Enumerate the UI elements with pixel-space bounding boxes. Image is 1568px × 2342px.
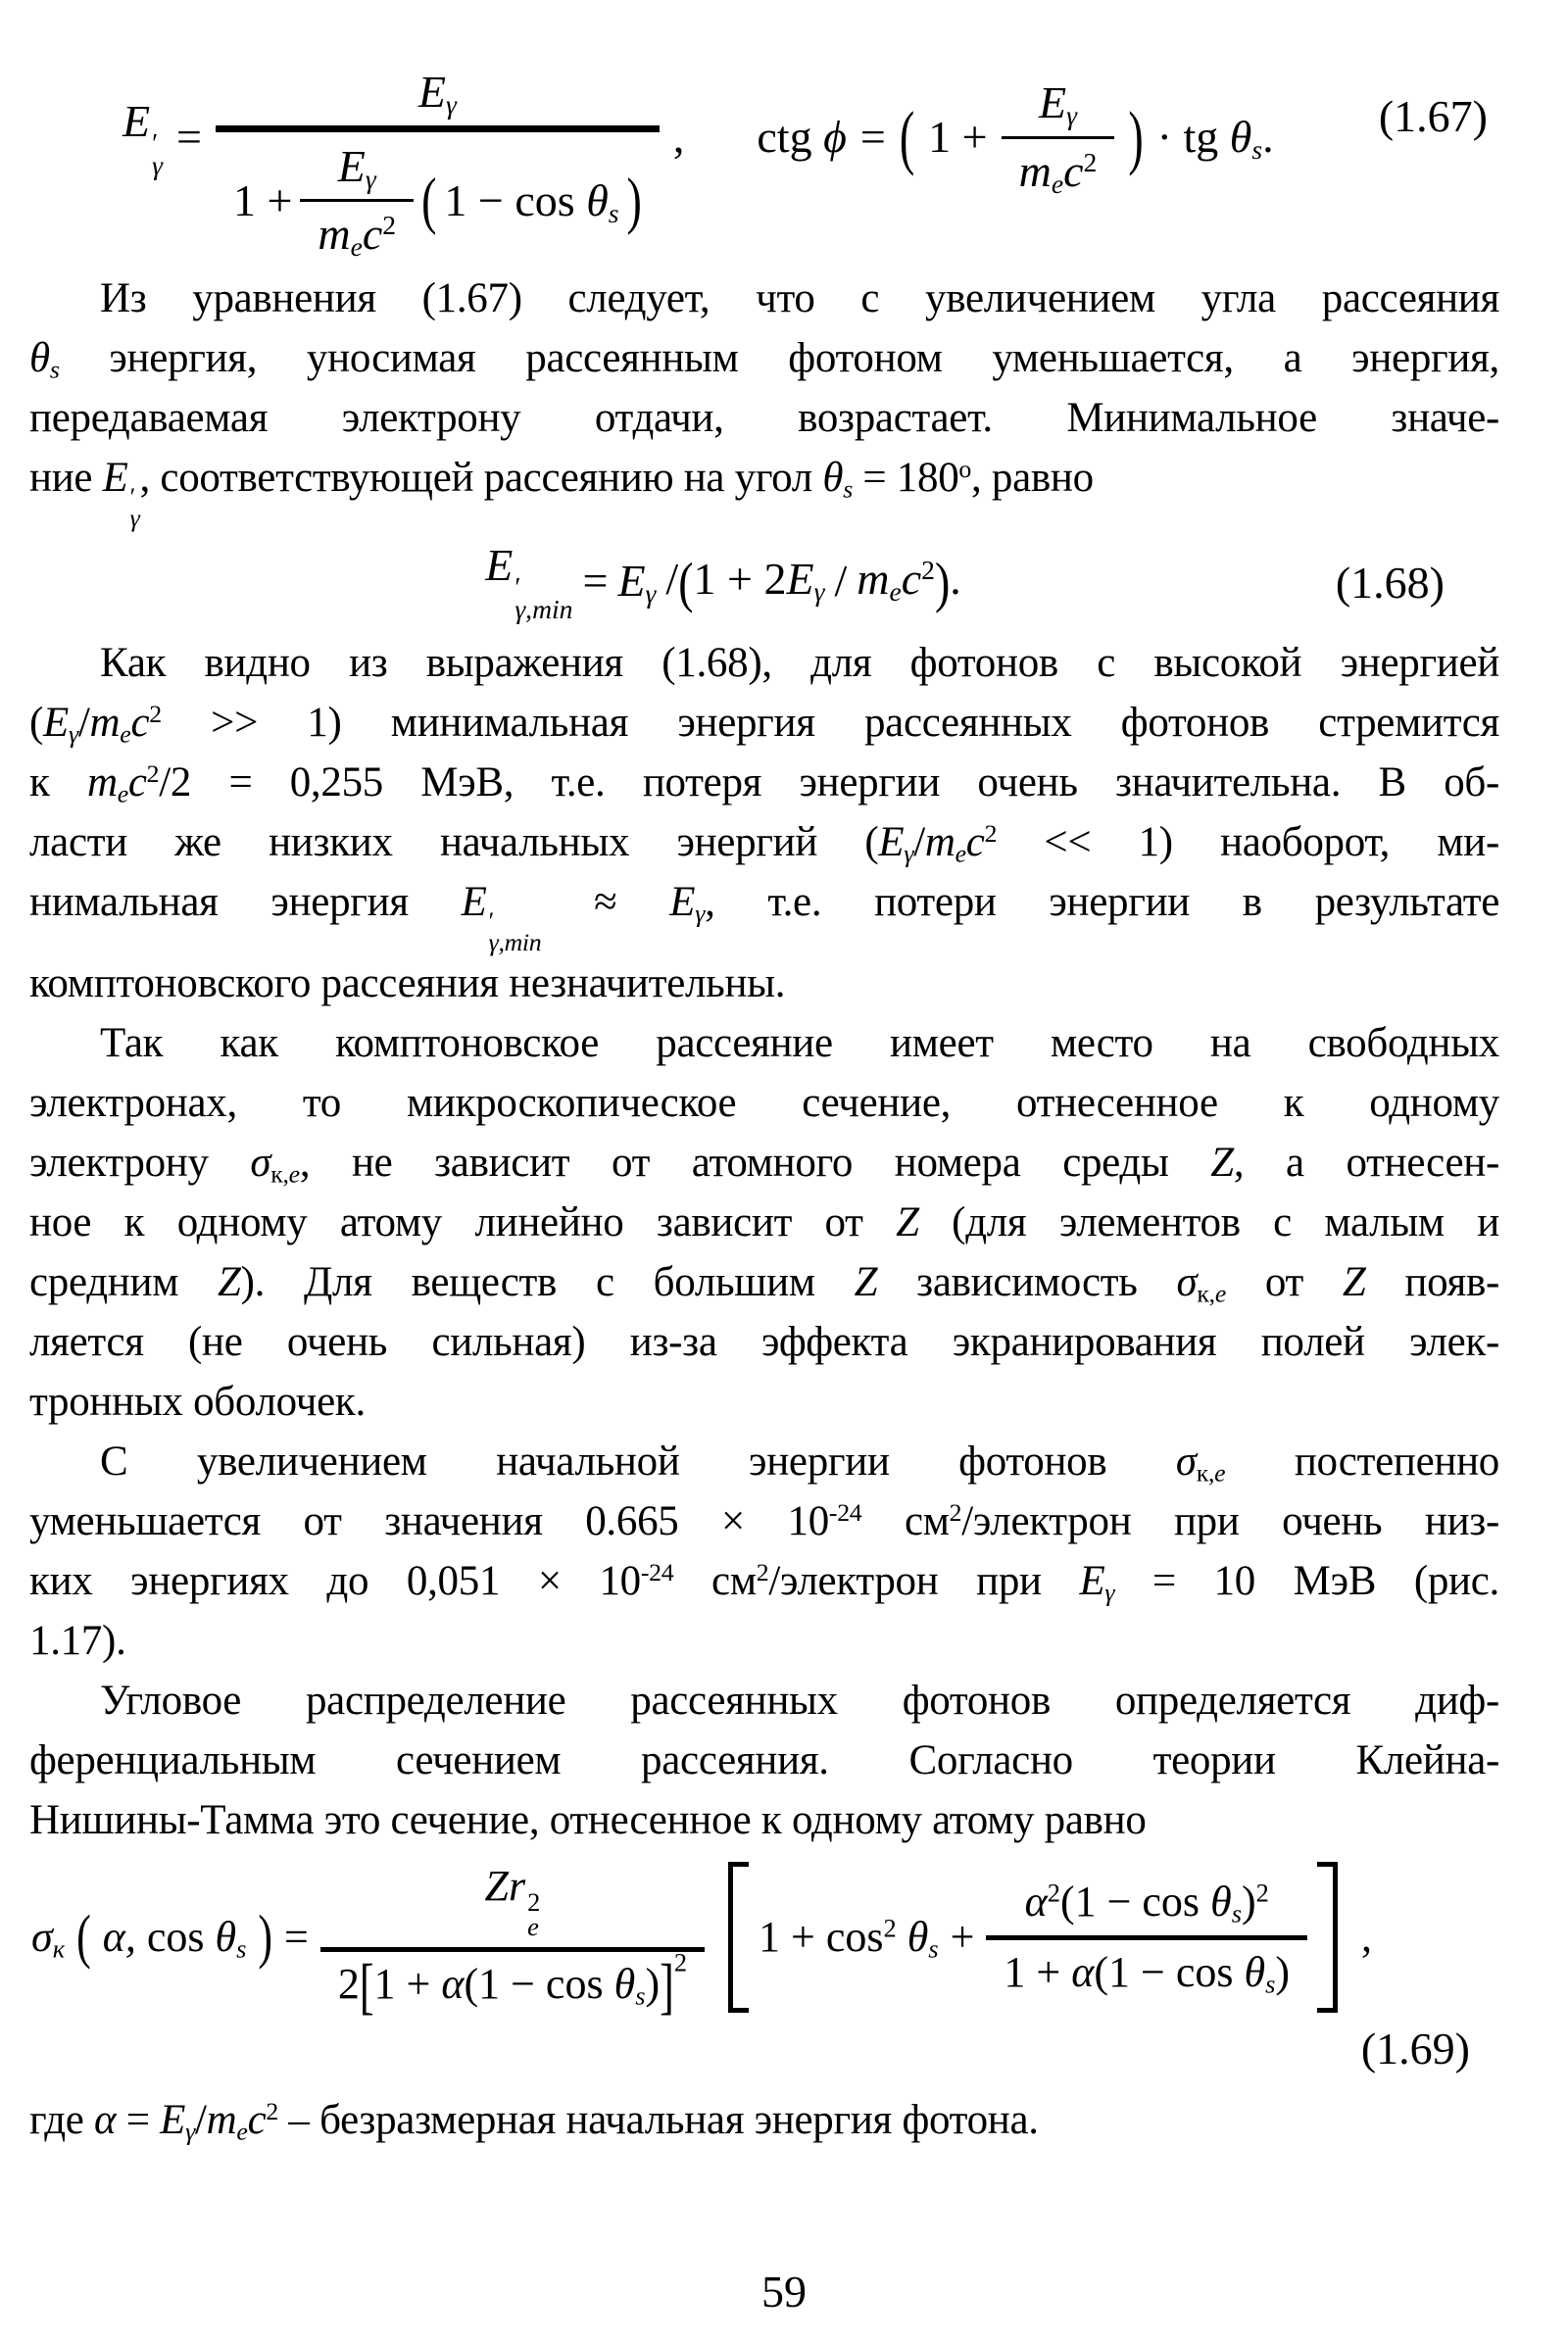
text-run: E	[669, 879, 696, 926]
text-run: ласти же низких начальных энергий (	[29, 819, 879, 866]
equals-sign: =	[859, 111, 886, 162]
text-run: ние	[29, 455, 103, 501]
text-run: E	[1079, 1558, 1105, 1605]
paragraph-4	[29, 1432, 1499, 1671]
theta-symbol: θ	[586, 174, 609, 225]
text-run: E	[160, 2096, 186, 2143]
text-run: α	[94, 2096, 117, 2143]
subscript: к	[52, 1933, 66, 1964]
text-run: = 10 МэВ (рис.	[1114, 1558, 1499, 1605]
text-line	[29, 1671, 1499, 1731]
text-run: θ	[822, 455, 844, 501]
text-run: (для элементов с малым и	[918, 1199, 1499, 1246]
math-text: mec$^2$).	[857, 551, 961, 613]
math-symbol: E	[485, 540, 514, 591]
text-run: c	[130, 700, 150, 747]
text-line	[29, 633, 1499, 693]
text-run: /2 = 0,255 МэВ, т.е. потеря энергии очень значительна. В об-	[159, 759, 1500, 806]
text-run: /	[77, 700, 90, 747]
text-run: Угловое распределение рассеянных фотонов определяется диф-	[100, 1678, 1499, 1725]
subscript: s	[236, 1933, 247, 1964]
subscript: γ	[365, 163, 376, 194]
alpha-symbol: α,	[102, 1912, 136, 1961]
text-run: /	[195, 2096, 207, 2143]
text-line	[29, 1073, 1499, 1133]
math-text: 1 +	[232, 174, 293, 225]
math-symbol: E	[786, 553, 814, 604]
alpha-symbol: α	[1024, 1877, 1048, 1926]
subscript: γ	[446, 89, 457, 120]
big-left-bracket	[728, 1862, 749, 2013]
text-line	[29, 328, 1499, 388]
nested-fraction	[300, 140, 414, 262]
left-paren: (	[899, 95, 915, 176]
equation-1-67-body	[116, 14, 1568, 261]
text-run: электрону	[29, 1140, 251, 1187]
denominator: 1 + α(1 − cos θs)	[1004, 1947, 1291, 1999]
text-run: 2	[984, 818, 998, 848]
plus-sign: +	[950, 1912, 975, 1961]
text-run: e	[288, 1159, 300, 1189]
text-run: c	[965, 819, 985, 866]
text-run: c	[247, 2096, 267, 2143]
text-run: о	[958, 454, 972, 483]
text-run: e	[117, 779, 128, 808]
text-run: /электрон при очень низ-	[961, 1498, 1499, 1545]
text-line	[29, 268, 1499, 328]
equation-number: (1.67)	[1378, 91, 1488, 141]
subscript: s	[635, 1980, 646, 2011]
text-run: e	[1214, 1458, 1226, 1488]
subscript: γ	[645, 577, 657, 609]
theta-symbol: θ	[1229, 111, 1252, 162]
text-run: /	[913, 819, 925, 866]
paragraph-2	[29, 633, 1499, 1013]
math-text: 1 +	[928, 111, 988, 162]
text-run: ное к одному атому линейно зависит от	[29, 1199, 897, 1246]
theta-symbol: θ	[896, 1912, 929, 1961]
right-paren: )	[258, 1902, 273, 1971]
supsub-stack	[527, 1886, 541, 1941]
alpha-symbol: α	[1071, 1947, 1095, 1996]
text-run: ′ γ	[129, 482, 140, 533]
denominator: $2[1 + \alpha(1 - \cos \theta s)]^2$	[320, 1952, 705, 2015]
superscript: 2	[883, 1913, 897, 1943]
subscript: e	[350, 231, 363, 263]
text-run: ′ γ,min	[488, 906, 542, 957]
text-line	[29, 753, 1499, 812]
math-symbol: c	[1063, 145, 1084, 196]
text-run: зависимость	[877, 1259, 1177, 1306]
text-run: к	[29, 759, 87, 806]
text-run: s	[49, 355, 60, 384]
text-run: γ	[185, 2117, 195, 2146]
text-run: комптоновского рассеяния незначительны.	[29, 960, 786, 1007]
text-run: -24	[640, 1557, 674, 1586]
text-line	[29, 1790, 1499, 1850]
text-run: m	[89, 700, 121, 747]
text-line	[29, 1193, 1499, 1252]
numerator	[320, 1860, 705, 1952]
text-line	[29, 2090, 1499, 2150]
prime-mark: ′	[152, 126, 159, 158]
text-run: Как видно из выражения (1.68), для фотонов с высокой энергией	[100, 640, 1499, 687]
big-right-bracket	[1317, 1862, 1338, 2013]
right-paren: )	[626, 164, 642, 235]
bracket-content	[753, 1876, 1313, 1999]
text-run: /электрон при	[768, 1558, 1080, 1605]
math-text: 1 − cos θs	[444, 174, 619, 228]
right-bracket: ]	[660, 1951, 674, 2023]
text-run: ). Для веществ с большим	[240, 1259, 855, 1306]
subscript: e	[1051, 168, 1064, 199]
text-line	[29, 1491, 1499, 1551]
text-run: к,	[270, 1159, 289, 1189]
comma: ,	[1361, 1912, 1373, 1961]
text-run: =	[116, 2096, 161, 2143]
left-paren: (	[76, 1902, 91, 1971]
theta-symbol: θ	[613, 1959, 636, 2008]
subscript: s	[1231, 1898, 1242, 1928]
text-run: e	[236, 2117, 248, 2146]
subscript: γ	[813, 575, 825, 607]
superscript: 2	[1255, 1878, 1269, 1908]
text-run: Z	[896, 1199, 919, 1246]
paragraph-1	[29, 268, 1499, 533]
text-run: << 1) наоборот, ми-	[997, 819, 1499, 866]
text-run: тронных оболочек.	[29, 1379, 366, 1426]
alpha-symbol: α	[441, 1959, 465, 2008]
subscript: s	[1251, 133, 1263, 165]
text-run: 2	[266, 2096, 278, 2125]
subscript: γ	[1066, 99, 1077, 130]
text-line	[29, 1731, 1499, 1790]
math-text: ctg ϕ	[757, 111, 847, 162]
text-run: 1.17).	[29, 1618, 126, 1665]
math-text: /(1 + 2Eγ	[665, 551, 825, 613]
paragraph-3	[29, 1013, 1499, 1432]
text-line	[29, 693, 1499, 753]
equation-1-68-body	[0, 531, 1507, 631]
math-symbol: E	[1038, 76, 1067, 127]
right-paren: )	[1128, 95, 1144, 176]
math-symbol: E	[417, 67, 447, 118]
text-line	[29, 1551, 1499, 1611]
text-run: С увеличением начальной энергии фотонов	[100, 1439, 1176, 1486]
text-run: Z	[1342, 1259, 1366, 1306]
fraction	[1002, 76, 1115, 198]
text-run: σ	[1176, 1259, 1198, 1306]
text-run: γ	[904, 839, 914, 868]
page-number: 59	[761, 2266, 807, 2317]
text-run: Из уравнения (1.67) следует, что с увеличением угла рассеяния	[100, 275, 1499, 321]
equation-number: (1.69)	[1360, 2023, 1470, 2074]
text-line	[29, 953, 1499, 1013]
text-run: e	[955, 839, 966, 868]
text-run: , т.е. потери энергии в результате	[705, 879, 1499, 926]
numerator: $\alpha^2(1 - \cos \theta s)^2$	[986, 1876, 1307, 1940]
text-line	[29, 1133, 1499, 1193]
denominator	[216, 132, 660, 264]
text-run: где	[29, 2096, 95, 2143]
text-line	[29, 872, 1499, 957]
text-run: см	[673, 1558, 757, 1605]
text-run: постепенно	[1225, 1439, 1499, 1486]
text-line	[29, 1432, 1499, 1491]
math-symbol: m	[318, 209, 351, 260]
superscript: 2	[673, 1947, 688, 1977]
math-text	[617, 557, 656, 607]
text-run: s	[843, 474, 853, 504]
text-run: энергия, уносимая рассеянным фотоном уменьшается, а энергия,	[59, 335, 1499, 381]
text-run: нимальная энергия	[29, 879, 462, 926]
math-symbol: m	[1018, 145, 1052, 196]
text-run: , а отнесен-	[1233, 1140, 1500, 1187]
theta-symbol: θ	[1210, 1877, 1232, 1926]
text-run: ференциальным сечением рассеяния. Согласно теории Клейна-	[29, 1737, 1499, 1784]
text-run: от	[1225, 1259, 1343, 1306]
text-run: 2	[149, 699, 162, 728]
math-symbol: E	[337, 140, 366, 191]
text-line	[29, 1372, 1499, 1432]
text-run: уменьшается от значения 0.665 × 10	[29, 1498, 829, 1545]
text-line	[29, 812, 1499, 872]
paragraph-5	[29, 1671, 1499, 1850]
text-run: ляется (не очень сильная) из-за эффекта экранирования полей элек-	[29, 1319, 1499, 1366]
equals-sign: =	[284, 1912, 309, 1961]
superscript: 2	[1083, 146, 1098, 177]
text-run: γ	[695, 899, 706, 928]
equals-sign: =	[175, 111, 202, 162]
text-run: 2	[949, 1497, 962, 1527]
text-run: -24	[828, 1497, 862, 1527]
equation-1-67	[0, 14, 1568, 261]
math-symbol: c	[362, 209, 383, 260]
equation-1-68	[0, 531, 1568, 631]
alpha-definition-line	[29, 2090, 1499, 2150]
text-run: c	[127, 759, 147, 806]
text-run: γ	[1104, 1578, 1115, 1607]
text-run: σ	[1175, 1439, 1197, 1486]
main-fraction	[216, 66, 660, 264]
subscript: e	[889, 575, 902, 607]
text-run: (	[29, 700, 44, 747]
big-bracket-group	[716, 1860, 1349, 2015]
superscript: 2	[921, 554, 935, 585]
math-text: · tg θs.	[1156, 111, 1274, 165]
text-line	[29, 1611, 1499, 1671]
text-run: ких энергиях до 0,051 × 10	[29, 1558, 641, 1605]
text-run: см	[861, 1498, 950, 1545]
subscript: e	[527, 1911, 539, 1941]
text-run: средним	[29, 1259, 219, 1306]
main-fraction	[320, 1860, 705, 2023]
math-symbol: c	[901, 553, 922, 604]
text-run: θ	[29, 335, 50, 381]
text-run: 2	[756, 1557, 769, 1586]
subscript: s	[928, 1933, 939, 1964]
text-run: – безразмерная начальная энергия фотона.	[277, 2096, 1039, 2143]
prime-mark: ′	[514, 570, 521, 602]
text-run: e	[1214, 1279, 1226, 1308]
text-run: E	[878, 819, 905, 866]
subscript: γ	[152, 150, 163, 181]
text-run: E	[461, 879, 487, 926]
equation-number: (1.68)	[1335, 558, 1445, 609]
comma: ,	[672, 111, 685, 162]
left-paren: (	[421, 164, 437, 235]
text-run: m	[206, 2096, 237, 2143]
text-run: e	[120, 719, 131, 749]
prime-subscript-stack	[514, 570, 573, 625]
text-line	[29, 1013, 1499, 1073]
text-run: γ	[69, 719, 78, 749]
text-run: E	[43, 700, 69, 747]
text-run: ≈	[541, 879, 670, 926]
left-bracket: [	[359, 1951, 374, 2023]
text-run: >> 1) минимальная энергия рассеянных фотонов стремится	[161, 700, 1499, 747]
math-text: $1 + \cos^2 \theta s$	[759, 1912, 939, 1964]
text-line	[29, 448, 1499, 533]
text-run: к,	[1197, 1279, 1215, 1308]
text-run: появ-	[1365, 1259, 1500, 1306]
text-run: E	[102, 455, 128, 501]
math-lhs	[31, 1913, 65, 1963]
text-run: Нишины-Тамма это сечение, отнесенное к одному атому равно	[29, 1797, 1147, 1844]
text-run: , не зависит от атомного номера среды	[299, 1140, 1211, 1187]
equals-sign: =	[582, 555, 609, 606]
prime-subscript-stack	[152, 126, 163, 181]
text-run: передаваемая электрону отдачи, возрастает. Минимальное значе-	[29, 395, 1499, 441]
math-lhs	[122, 96, 163, 181]
math-symbol: E	[617, 555, 646, 606]
text-run: Z	[1210, 1140, 1234, 1187]
text-line	[29, 1312, 1499, 1372]
text-run: Так как комптоновское рассеяние имеет место на свободных	[100, 1020, 1499, 1067]
equation-1-69	[0, 1860, 1568, 2023]
text-run: электронах, то микроскопическое сечение, отнесенное к одному	[29, 1080, 1499, 1127]
right-paren: )	[934, 551, 951, 613]
numerator	[216, 66, 660, 132]
text-run: Z	[854, 1259, 878, 1306]
sigma-symbol: σ	[31, 1912, 53, 1961]
math-symbol: m	[857, 553, 890, 604]
superscript: 2	[1047, 1878, 1060, 1908]
subscript: γ,min	[514, 594, 573, 625]
text-run: m	[924, 819, 956, 866]
math-lhs	[485, 540, 573, 625]
theta-symbol: θ	[1244, 1947, 1266, 1996]
text-line	[29, 1252, 1499, 1312]
text-run: , равно	[971, 455, 1094, 501]
math-symbol: E	[122, 96, 151, 147]
superscript: 2	[527, 1886, 541, 1917]
text-run: , соответствующей рассеянию на угол	[139, 455, 823, 501]
text-run: 2	[146, 758, 160, 788]
text-run: σ	[250, 1140, 271, 1187]
superscript: 2	[382, 210, 397, 241]
phi-symbol: ϕ	[823, 111, 847, 162]
math-text: α, cos θs	[102, 1912, 247, 1964]
text-run: к,	[1196, 1458, 1215, 1488]
inner-fraction	[986, 1876, 1307, 1999]
text-line	[29, 388, 1499, 448]
subscript: s	[1265, 1969, 1276, 1999]
left-paren: (	[678, 551, 694, 613]
math-symbol: Zr	[484, 1862, 526, 1911]
theta-symbol: θ	[215, 1912, 237, 1961]
text-run: Z	[218, 1259, 241, 1306]
text-run: m	[86, 759, 118, 806]
subscript: s	[608, 197, 619, 228]
equation-1-69-body	[25, 1860, 1568, 2023]
slash: /	[834, 555, 848, 606]
text-run: = 180	[852, 455, 959, 501]
